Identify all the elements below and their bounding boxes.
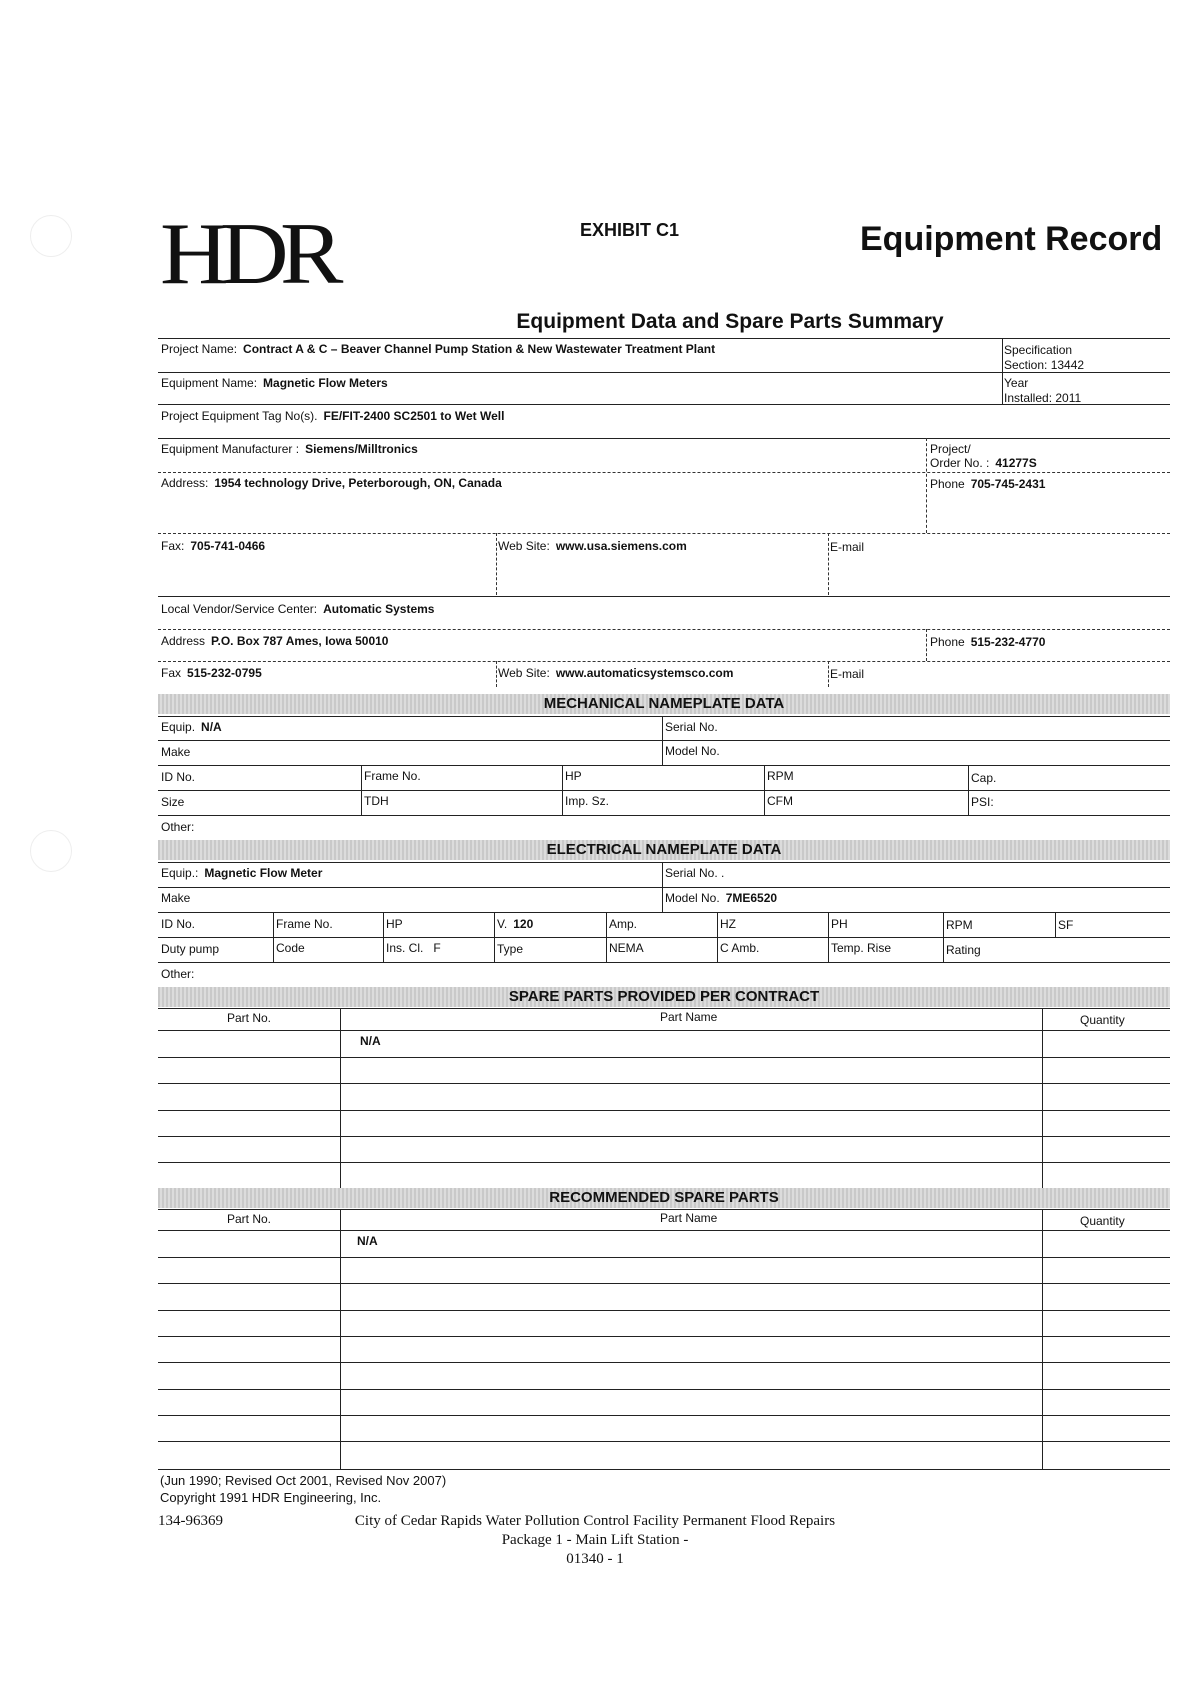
- vendor-web-value: www.automaticsystemsco.com: [555, 666, 734, 680]
- electrical-section-header: ELECTRICAL NAMEPLATE DATA: [158, 840, 1170, 860]
- mech-make-label: Make: [161, 745, 191, 759]
- vendor-address-field: Address P.O. Box 787 Ames, Iowa 50010: [161, 634, 389, 648]
- vendor-phone-value: 515-232-4770: [970, 635, 1046, 649]
- divider: [158, 790, 1170, 791]
- table-row: [158, 1362, 1170, 1363]
- hdr-logo: HDR: [160, 206, 335, 303]
- divider: [1042, 1008, 1043, 1188]
- divider: [496, 661, 497, 687]
- mechanical-section-header: MECHANICAL NAMEPLATE DATA: [158, 694, 1170, 714]
- divider: [158, 629, 1170, 630]
- copyright-note: Copyright 1991 HDR Engineering, Inc.: [160, 1490, 382, 1505]
- year-label: Year: [1004, 376, 1029, 390]
- manufacturer-phone-field: Phone 705-745-2431: [930, 477, 1046, 491]
- elec-model-value: 7ME6520: [725, 891, 778, 905]
- divider: [158, 815, 1170, 816]
- elec-serial-label: Serial No. .: [665, 866, 725, 880]
- elec-equip-field: Equip.: Magnetic Flow Meter: [161, 866, 323, 880]
- spare-provided-first-entry: N/A: [360, 1034, 381, 1048]
- spare-recommended-section-header: RECOMMENDED SPARE PARTS: [158, 1188, 1170, 1208]
- elec-code-label: Code: [276, 941, 305, 955]
- elec-ins-field: Ins. Cl. F: [386, 941, 441, 955]
- mech-id-label: ID No.: [161, 770, 196, 784]
- table-row: [158, 1469, 1170, 1470]
- divider: [158, 962, 1170, 963]
- manufacturer-field: Equipment Manufacturer : Siemens/Milltronics: [161, 442, 418, 456]
- divider: [926, 438, 927, 533]
- divider: [1042, 1209, 1043, 1469]
- mech-rpm-label: RPM: [767, 769, 794, 783]
- vendor-address-value: P.O. Box 787 Ames, Iowa 50010: [211, 634, 389, 648]
- divider: [158, 1230, 1170, 1231]
- mech-model-label: Model No.: [665, 744, 720, 758]
- vendor-fax-field: Fax 515-232-0795: [161, 666, 262, 680]
- elec-equip-value: Magnetic Flow Meter: [204, 866, 323, 880]
- vendor-web-field: Web Site: www.automaticsystemsco.com: [498, 666, 734, 680]
- project-name-value: Contract A & C – Beaver Channel Pump Station & New Wastewater Treatment Plant: [243, 342, 716, 356]
- manufacturer-fax-field: Fax: 705-741-0466: [161, 539, 266, 553]
- divider: [158, 338, 1170, 339]
- divider: [1002, 338, 1003, 404]
- spec-section-value: 13442: [1050, 358, 1085, 372]
- vendor-field: Local Vendor/Service Center: Automatic Systems: [161, 602, 435, 616]
- vendor-email-label: E-mail: [830, 667, 865, 681]
- order-no-field: Order No. : 41277S: [930, 456, 1037, 470]
- installed-value: 2011: [1055, 391, 1082, 405]
- table-row: [158, 1083, 1170, 1084]
- table-row: [158, 1389, 1170, 1390]
- elec-ins-value: F: [433, 941, 441, 955]
- divider: [158, 372, 1170, 373]
- vendor-phone-field: Phone 515-232-4770: [930, 635, 1046, 649]
- mech-serial-label: Serial No.: [665, 720, 718, 734]
- mech-cfm-label: CFM: [767, 794, 793, 808]
- mech-equip-field: Equip. N/A: [161, 720, 222, 734]
- spare-recommended-first-entry: N/A: [357, 1234, 378, 1248]
- manufacturer-value: Siemens/Milltronics: [305, 442, 418, 456]
- footer-project-line: City of Cedar Rapids Water Pollution Control Facility Permanent Flood Repairs: [354, 1513, 836, 1529]
- elec-hz-label: HZ: [720, 917, 736, 931]
- divider: [158, 740, 1170, 741]
- elec-camb-label: C Amb.: [720, 941, 760, 955]
- mech-imp-label: Imp. Sz.: [565, 794, 610, 808]
- elec-id-label: ID No.: [161, 917, 196, 931]
- spare-recommended-col-qty: Quantity: [1080, 1214, 1125, 1228]
- hole-punch-mark: [30, 830, 72, 872]
- divider: [158, 438, 1170, 439]
- spec-label: Specification: [1004, 343, 1073, 357]
- manufacturer-address-field: Address: 1954 technology Drive, Peterborough, ON, Canada: [161, 476, 502, 490]
- vendor-value: Automatic Systems: [323, 602, 435, 616]
- document-number: 134-96369: [158, 1513, 223, 1529]
- elec-amp-label: Amp.: [609, 917, 638, 931]
- elec-make-label: Make: [161, 891, 191, 905]
- divider: [158, 472, 1170, 473]
- mech-hp-label: HP: [565, 769, 582, 783]
- elec-temp-label: Temp. Rise: [831, 941, 892, 955]
- mech-size-label: Size: [161, 795, 185, 809]
- table-row: [158, 1057, 1170, 1058]
- divider: [158, 661, 1170, 662]
- spare-provided-col-part-no: Part No.: [227, 1011, 272, 1025]
- order-label: Project/: [930, 442, 971, 456]
- divider: [158, 887, 1170, 888]
- elec-rating-label: Rating: [946, 943, 981, 957]
- manufacturer-phone-value: 705-745-2431: [970, 477, 1046, 491]
- manufacturer-email-label: E-mail: [830, 540, 865, 554]
- divider: [828, 533, 829, 595]
- mech-frame-label: Frame No.: [364, 769, 421, 783]
- divider: [158, 765, 1170, 766]
- spare-provided-col-part-name: Part Name: [660, 1010, 718, 1024]
- divider: [158, 862, 1170, 863]
- vendor-fax-value: 515-232-0795: [187, 666, 262, 680]
- form-subtitle: Equipment Data and Spare Parts Summary: [516, 310, 944, 333]
- elec-duty-label: Duty pump: [161, 942, 220, 956]
- elec-frame-label: Frame No.: [276, 917, 333, 931]
- manufacturer-web-value: www.usa.siemens.com: [555, 539, 687, 553]
- table-row: [158, 1441, 1170, 1442]
- exhibit-label: EXHIBIT C1: [580, 220, 680, 240]
- manufacturer-address-value: 1954 technology Drive, Peterborough, ON, Canada: [214, 476, 502, 490]
- mech-tdh-label: TDH: [364, 794, 389, 808]
- divider: [158, 1209, 1170, 1210]
- table-row: [158, 1110, 1170, 1111]
- elec-other-label: Other:: [161, 967, 195, 981]
- footer-package-line: Package 1 - Main Lift Station -: [501, 1532, 689, 1548]
- elec-model-field: Model No. 7ME6520: [665, 891, 778, 905]
- elec-nema-label: NEMA: [609, 941, 644, 955]
- elec-hp-label: HP: [386, 917, 403, 931]
- mech-equip-value: N/A: [201, 720, 222, 734]
- mech-other-label: Other:: [161, 820, 195, 834]
- equipment-name-field: Equipment Name: Magnetic Flow Meters: [161, 376, 388, 390]
- divider: [158, 596, 1170, 597]
- spare-provided-col-qty: Quantity: [1080, 1013, 1125, 1027]
- divider: [496, 533, 497, 595]
- page-title: Equipment Record: [860, 220, 1163, 258]
- spare-recommended-col-part-no: Part No.: [227, 1212, 272, 1226]
- divider: [158, 1008, 1170, 1009]
- divider: [158, 533, 1170, 534]
- elec-v-value: 120: [513, 917, 534, 931]
- installed-field: Installed: 2011: [1004, 391, 1082, 405]
- hole-punch-mark: [30, 215, 72, 257]
- divider: [926, 629, 927, 661]
- divider: [158, 716, 1170, 717]
- divider: [340, 1209, 341, 1469]
- elec-sf-label: SF: [1058, 918, 1074, 932]
- mech-cap-label: Cap.: [971, 771, 997, 785]
- divider: [158, 912, 1170, 913]
- divider: [340, 1008, 341, 1188]
- spec-section-field: Section: 13442: [1004, 358, 1085, 372]
- manufacturer-web-field: Web Site: www.usa.siemens.com: [498, 539, 687, 553]
- divider: [1055, 912, 1056, 937]
- equipment-name-value: Magnetic Flow Meters: [263, 376, 388, 390]
- spare-provided-section-header: SPARE PARTS PROVIDED PER CONTRACT: [158, 987, 1170, 1007]
- divider: [828, 661, 829, 687]
- revision-note: (Jun 1990; Revised Oct 2001, Revised Nov 2007): [160, 1473, 447, 1488]
- table-row: [158, 1162, 1170, 1163]
- divider: [158, 937, 1170, 938]
- table-row: [158, 1283, 1170, 1284]
- table-row: [158, 1336, 1170, 1337]
- manufacturer-fax-value: 705-741-0466: [190, 539, 266, 553]
- page-number: 01340 - 1: [566, 1551, 624, 1567]
- equipment-tag-value: FE/FIT-2400 SC2501 to Wet Well: [323, 409, 505, 423]
- table-row: [158, 1415, 1170, 1416]
- table-row: [158, 1136, 1170, 1137]
- divider: [158, 404, 1170, 405]
- elec-type-label: Type: [497, 942, 524, 956]
- order-no-value: 41277S: [995, 456, 1037, 470]
- project-name-field: Project Name: Contract A & C – Beaver Channel Pump Station & New Wastewater Treatment Plant: [161, 342, 716, 356]
- spare-recommended-col-part-name: Part Name: [660, 1211, 718, 1225]
- elec-v-field: V. 120: [497, 917, 534, 931]
- equipment-tag-field: Project Equipment Tag No(s). FE/FIT-2400 SC2501 to Wet Well: [161, 409, 505, 423]
- elec-ph-label: PH: [831, 917, 848, 931]
- divider: [158, 1030, 1170, 1031]
- table-row: [158, 1310, 1170, 1311]
- elec-rpm-label: RPM: [946, 918, 973, 932]
- table-row: [158, 1257, 1170, 1258]
- mech-psi-label: PSI:: [971, 795, 994, 809]
